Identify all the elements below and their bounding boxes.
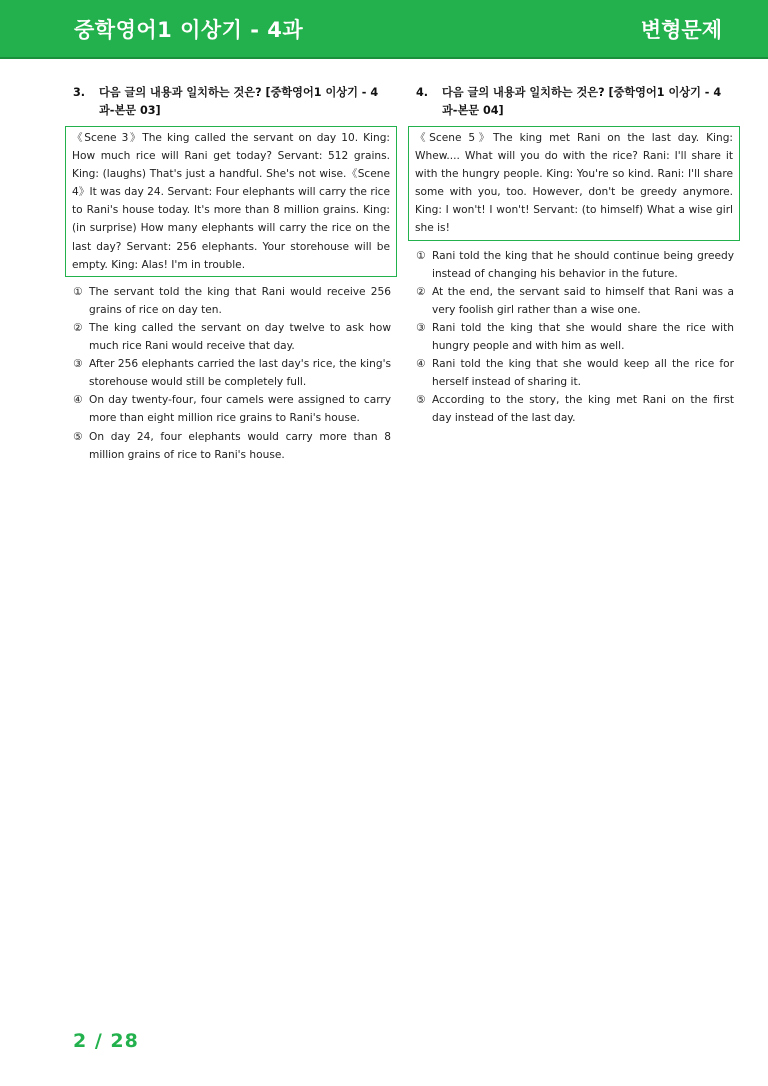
answer-option[interactable] (408, 283, 740, 319)
answer-option[interactable] (408, 247, 740, 283)
answer-option[interactable] (408, 391, 740, 427)
question-4 (408, 84, 740, 428)
question-number: 4. (416, 86, 429, 99)
option-text: Rani told the king that she would keep all the rice for herself instead of sharing it. (432, 358, 734, 389)
option-text: The servant told the king that Rani would receive 256 grains of rice on day ten. (89, 285, 391, 316)
page-header (0, 0, 768, 59)
option-text: After 256 elephants carried the last day's rice, the king's storehouse would still be completely full. (89, 358, 391, 389)
header-title: 중학영어1 이상기 - 4과 (74, 18, 304, 42)
option-number-icon: ④ (73, 394, 83, 407)
question-prompt: 다음 글의 내용과 일치하는 것은? [중학영어1 이상기 - 4과-본문 04] (442, 86, 722, 117)
option-number-icon: ① (73, 285, 83, 298)
question-header (65, 84, 397, 120)
page-number: 2 / 28 (73, 1030, 139, 1052)
passage-box: 《Scene 3》The king called the servant on day 10. King: How much rice will Rani get today? Servant: 512 grains. King: (laughs) That's just a handful. She's not wise.《Scene 4》It was day 24. Servant: Four elephants will carry the rice to Rani's house today. It's more than 8 million grains. King: (in surprise) How many elephants will carry the rice on the last day? Servant: 256 elephants. Your storehouse will be empty. King: Alas! I'm in trouble. (65, 126, 397, 277)
question-3 (65, 84, 397, 464)
question-prompt: 다음 글의 내용과 일치하는 것은? [중학영어1 이상기 - 4과-본문 03] (99, 86, 379, 117)
option-text: Rani told the king that she would share the rice with hungry people and with him as well. (432, 321, 734, 353)
answer-option[interactable] (65, 355, 397, 391)
option-text: According to the story, the king met Rani on the first day instead of the last day. (432, 394, 734, 425)
option-number-icon: ① (416, 249, 426, 262)
answer-option[interactable] (65, 391, 397, 427)
option-text: The king called the servant on day twelve to ask how much rice Rani would receive that day. (89, 321, 391, 353)
answer-option[interactable] (408, 355, 740, 391)
option-number-icon: ③ (416, 321, 426, 334)
passage-box: 《Scene 5》The king met Rani on the last day. King: Whew.... What will you do with the rice? Rani: I'll share it with the hungry people. King: You're so kind. Rani: I'll share some with you, too. However, don't be greedy anymore. King: I won't! I won't! Servant: (to himself) What a wise girl she is! (408, 126, 740, 241)
option-text: At the end, the servant said to himself that Rani was a very foolish girl rather than a wise one. (432, 285, 734, 316)
answer-option[interactable] (408, 319, 740, 355)
answer-option[interactable] (65, 319, 397, 355)
answer-options (65, 283, 397, 464)
header-section-label: 변형문제 (640, 18, 722, 42)
option-number-icon: ② (73, 321, 83, 334)
option-number-icon: ② (416, 285, 426, 298)
answer-option[interactable] (65, 283, 397, 319)
option-text: On day 24, four elephants would carry more than 8 million grains of rice to Rani's house. (89, 430, 391, 461)
option-number-icon: ④ (416, 358, 426, 371)
answer-option[interactable] (65, 428, 397, 464)
question-number: 3. (73, 86, 86, 99)
answer-options (408, 247, 740, 428)
option-number-icon: ⑤ (416, 394, 426, 407)
option-number-icon: ⑤ (73, 430, 83, 443)
option-number-icon: ③ (73, 358, 83, 371)
question-header (408, 84, 740, 120)
option-text: Rani told the king that he should continue being greedy instead of changing his behavior in the future. (432, 249, 734, 280)
option-text: On day twenty-four, four camels were assigned to carry more than eight million rice grains to Rani's house. (89, 394, 391, 425)
